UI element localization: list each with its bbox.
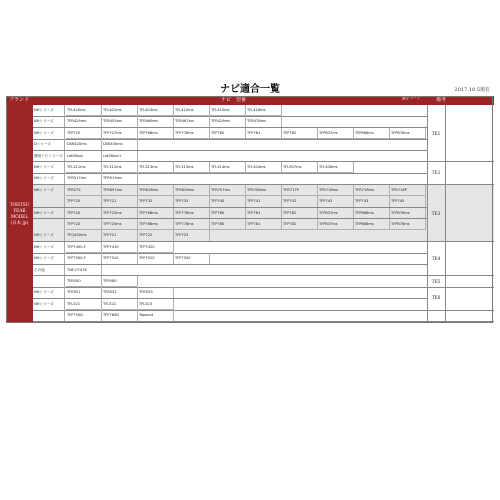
row-series-label: NHシリーズ — [33, 230, 65, 241]
row-series-label: NHシリーズ — [33, 162, 65, 173]
navi-model-cell: TFR580 — [102, 276, 138, 287]
table-frame — [6, 96, 493, 323]
navi-model-cell: TFP876ms — [390, 219, 426, 230]
fitment-code: TE5 — [431, 279, 441, 284]
navi-model-cell: TFP721 — [102, 196, 138, 207]
header-code: 適合 コード — [402, 96, 421, 100]
navi-model-cell: TFP7530 — [174, 253, 210, 264]
row-series-label: NHシリーズ — [33, 253, 65, 264]
navi-model-cell: TFR718ms — [354, 185, 390, 196]
navi-model-cell: TFP7520 — [138, 253, 174, 264]
navi-model-cell: TFP723 — [174, 230, 210, 241]
navi-model-cell: TFR626ms — [174, 185, 210, 196]
navi-model-cell: TFP837ms — [318, 128, 354, 139]
row-series-label: NHシリーズ — [33, 299, 65, 310]
navi-model-cell: TFR717P — [282, 185, 318, 196]
header-navi: ナビ 型番 — [221, 97, 247, 103]
navi-model-cell: TFR708ms — [246, 185, 282, 196]
navi-model-cell: TFP720 — [66, 196, 102, 207]
navi-model-cell: TFL523 — [138, 299, 174, 310]
navi-model-cell: TFR553 — [138, 287, 174, 298]
navi-model-cell: TFP768ms — [138, 208, 174, 219]
navi-model-cell: TFP868ms — [354, 219, 390, 230]
navi-model-cell: TFP780 — [210, 128, 246, 139]
navi-model-cell: TFR718ms — [318, 185, 354, 196]
navi-model-cell: TFP782 — [282, 208, 318, 219]
navi-model-cell: TFL314ms — [210, 162, 246, 173]
navi-model-cell: TFR428ms — [210, 116, 246, 127]
navi-model-cell: TFL313ms — [174, 162, 210, 173]
updated-date: 2017.10.5現在 — [454, 87, 490, 93]
navi-model-cell: TFP837ms — [318, 208, 354, 219]
brand-label: TOHTSU YEAR MODEL (日本 jp) — [9, 203, 30, 226]
navi-model-cell: TFP760D — [102, 310, 138, 321]
navi-model-cell: LetSNavi — [66, 151, 102, 162]
navi-model-cell: TFP782 — [282, 219, 318, 230]
fitment-code: TE1 — [431, 131, 441, 136]
navi-model-cell: TFR519ms — [102, 173, 138, 184]
navi-model-cell: TFP868ms — [354, 208, 390, 219]
navi-model-cell: TFQ400ms — [66, 230, 102, 241]
navi-model-cell: DSK420ms — [66, 139, 102, 150]
navi-model-cell: TFP741 — [246, 196, 282, 207]
navi-model-cell: TFP725ms — [102, 208, 138, 219]
navi-model-cell: TFP725ms — [102, 219, 138, 230]
navi-model-cell: TFP781 — [246, 128, 282, 139]
row-series-label: NHシリーズ — [33, 185, 65, 196]
navi-model-cell: TFP743 — [354, 196, 390, 207]
navi-model-cell: TFP778ms — [174, 128, 210, 139]
navi-model-cell: TFP868ms — [354, 128, 390, 139]
navi-model-cell: TFR718P — [390, 185, 426, 196]
navi-model-cell: TFP782 — [282, 128, 318, 139]
navi-model-cell: TFL504ms — [246, 162, 282, 173]
navi-model-cell: TFL507ms — [282, 162, 318, 173]
navi-model-cell: TFR467ms — [174, 116, 210, 127]
navi-model-cell: TFL312ms — [102, 162, 138, 173]
navi-model-cell: TFP743 — [318, 196, 354, 207]
navi-model-cell: TFL415ms — [210, 105, 246, 116]
navi-model-cell: TFP745 — [390, 196, 426, 207]
navi-model-cell: TFL418ms — [246, 105, 282, 116]
fitment-code: TE3 — [431, 210, 441, 216]
navi-model-cell: TFR550 — [66, 276, 102, 287]
row-series-label: NHシリーズ — [33, 105, 65, 116]
header-brand: ブランド — [9, 97, 30, 103]
navi-model-cell: TFP732 — [138, 196, 174, 207]
navi-model-cell: TFP780 — [210, 219, 246, 230]
navi-model-cell: Tapeout — [138, 310, 174, 321]
navi-model-cell: TFL420ms — [66, 105, 102, 116]
navi-model-cell: TFP876ms — [390, 208, 426, 219]
navi-model-cell: TFL313ms — [138, 162, 174, 173]
navi-model-cell: TFP778ms — [174, 219, 210, 230]
navi-model-cell: TFL522 — [102, 299, 138, 310]
navi-model-cell: TFP733 — [174, 196, 210, 207]
navi-model-cell: TFP720 — [66, 219, 102, 230]
navi-model-cell: TFR478ms — [246, 116, 282, 127]
navi-model-cell: TFL521 — [66, 299, 102, 310]
navi-model-cell: TFR517ms — [66, 173, 102, 184]
navi-model-cell: TFR425ms — [66, 116, 102, 127]
navi-model-cell: TFP740 — [210, 196, 246, 207]
navi-model-cell: TFR707ms — [210, 185, 246, 196]
row-series-label: NHシリーズ — [33, 287, 65, 298]
row-series-label: NHシリーズ — [33, 208, 65, 219]
row-series-label: NHシリーズ — [33, 242, 65, 253]
navi-model-cell: TFL410ms — [174, 105, 210, 116]
row-series-label: Dシリーズ — [33, 139, 65, 150]
navi-model-cell: TFP768ms — [138, 128, 174, 139]
navi-model-cell: TFR274 — [66, 185, 102, 196]
navi-model-cell: TFP876ms — [390, 128, 426, 139]
navi-model-cell: TFL311ms — [66, 162, 102, 173]
navi-model-cell: TFR552 — [102, 287, 138, 298]
navi-model-cell: TFR468ms — [138, 116, 174, 127]
navi-model-cell: TFP781 — [246, 208, 282, 219]
navi-model-cell: TNF-07476 — [66, 265, 102, 276]
navi-model-cell: TFR697ms — [102, 185, 138, 196]
navi-model-cell: TFR618ms — [138, 185, 174, 196]
navi-model-cell: TFP722 — [138, 230, 174, 241]
fitment-sheet — [6, 72, 494, 432]
navi-model-cell: TFP720 — [66, 128, 102, 139]
navi-model-cell: TFP780 — [210, 208, 246, 219]
navi-model-cell: TFP778ms — [174, 208, 210, 219]
navi-model-cell: TFL401ms — [102, 105, 138, 116]
navi-model-cell: TFP781 — [246, 219, 282, 230]
row-series-label: NHシリーズ — [33, 116, 65, 127]
page-title: ナビ適合一覧 — [220, 84, 280, 95]
navi-model-cell: TFL403ms — [138, 105, 174, 116]
navi-model-cell: LetSNavi+ — [102, 151, 138, 162]
navi-model-cell: TFP837ms — [318, 219, 354, 230]
row-series-label: その他 — [33, 265, 65, 276]
navi-model-cell: TFP7510 — [102, 253, 138, 264]
header-note: 備考 — [436, 97, 447, 103]
row-series-label: NHシリーズ — [33, 128, 65, 139]
fitment-code: TE6 — [431, 295, 441, 301]
navi-model-cell: TFP7410 — [102, 242, 138, 253]
navi-model-cell: TFP7420 — [138, 242, 174, 253]
navi-model-cell: TFR455ms — [102, 116, 138, 127]
navi-model-cell: TFP7500-F — [66, 253, 102, 264]
navi-model-cell: TFR551 — [66, 287, 102, 298]
fitment-code: TE2 — [431, 170, 441, 175]
navi-model-cell: TFP727ms — [102, 128, 138, 139]
navi-model-cell: DSK450ms — [102, 139, 138, 150]
navi-model-cell: TFP742 — [282, 196, 318, 207]
navi-model-cell: TFP720 — [66, 208, 102, 219]
navi-model-cell: TFP721 — [102, 230, 138, 241]
fitment-code: TE4 — [431, 255, 441, 261]
navi-model-cell: TFL508ms — [318, 162, 354, 173]
navi-model-cell: TFP768ms — [138, 219, 174, 230]
navi-model-cell: TFP750D — [66, 310, 102, 321]
navi-model-cell: TFP7400-F — [66, 242, 102, 253]
row-series-label: 簡易ナビシリーズ — [33, 151, 65, 162]
row-series-label: NHシリーズ — [33, 173, 65, 184]
